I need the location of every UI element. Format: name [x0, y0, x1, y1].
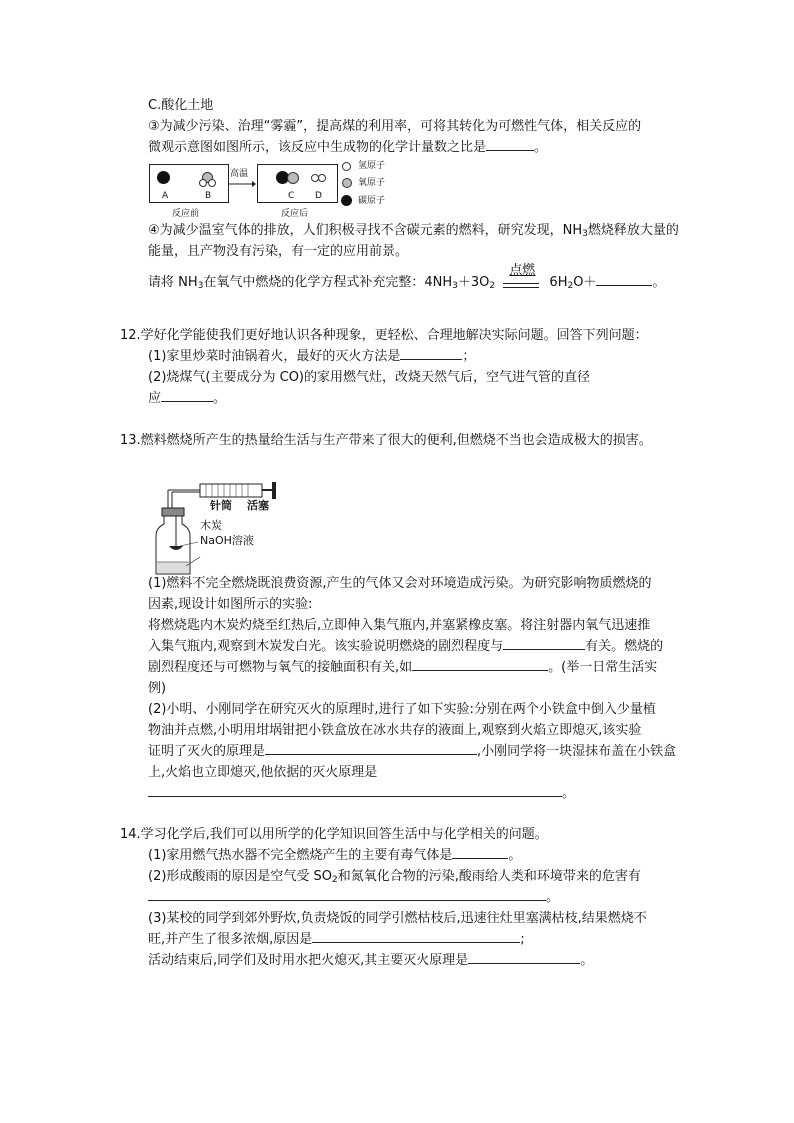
hydrogen-atom-b1 — [199, 179, 207, 187]
q13-part1-line5: 剧烈程度还与可燃物与氧气的接触面积有关,如 。(举一日常生活实 — [148, 660, 658, 675]
legend-oxygen: 氧原子 — [358, 178, 386, 188]
q14-part3-line1: (3)某校的同学到郊外野炊,负责烧饭的同学引燃枯枝后,迅速往灶里塞满枯枝,结果燃烧不 — [148, 911, 647, 926]
reaction-condition: 点燃 — [499, 273, 545, 293]
q13-part1-line1: (1)燃料不完全燃烧既浪费资源,产生的气体又会对环境造成污染。为研究影响物质燃烧的 — [148, 576, 652, 591]
answer-blank[interactable] — [148, 888, 546, 901]
answer-blank[interactable] — [400, 347, 462, 360]
oxygen-legend-icon — [342, 178, 352, 188]
q11-option-c: C.酸化土地 — [148, 98, 214, 113]
q11-part3-line2: 微观示意图如图所示，该反应中生成物的化学计量数之比是 。 — [148, 140, 548, 155]
label-b: B — [205, 191, 212, 201]
label-c: C — [288, 191, 295, 201]
answer-blank[interactable] — [148, 784, 562, 797]
equation-answer-blank[interactable] — [596, 273, 652, 286]
q13-part2-line5: 。 — [148, 784, 575, 804]
condition-high-temp: 高温 — [230, 169, 249, 179]
reaction-arrow-icon — [228, 180, 256, 188]
answer-blank[interactable] — [161, 389, 213, 402]
after-box — [257, 164, 338, 203]
hydrogen-atom-b2 — [208, 179, 216, 187]
answer-blank[interactable] — [452, 846, 508, 859]
answer-blank[interactable] — [503, 637, 585, 650]
label-charcoal: 木炭 — [200, 519, 222, 532]
q12-stem: 12.学好化学能使我们更好地认识各种现象，更轻松、合理地解决实际问题。回答下列问题： — [120, 328, 648, 343]
q14-part1: (1)家用燃气热水器不完全燃烧产生的主要有毒气体是 。 — [148, 848, 522, 863]
label-naoh-solution: NaOH溶液 — [200, 534, 254, 547]
q14-stem: 14.学习化学后,我们可以用所学的化学知识回答生活中与化学相关的问题。 — [120, 827, 548, 842]
q11-equation-line: 请将 $NH_3$在氧气中燃烧的化学方程式补充完整：$4NH_3+3O_2$ 点燃 $6H_2O+$ 。 — [148, 263, 666, 291]
answer-blank[interactable] — [312, 930, 520, 943]
hydrogen-legend-icon — [342, 162, 351, 171]
carbon-atom-a — [157, 171, 170, 184]
q12-part2-line1: (2)烧煤气(主要成分为 CO)的家用燃气灶，改烧天然气后，空气进气管的直径 — [148, 370, 591, 385]
before-caption: 反应前 — [172, 209, 200, 219]
q14-part3-line3: 活动结束后,同学们及时用水把火熄灭,其主要灭火原理是 。 — [148, 953, 594, 968]
q13-stem: 13.燃料燃烧所产生的热量给生活与生产带来了很大的便利,但燃烧不当也会造成极大的损害。 — [120, 433, 652, 448]
legend-hydrogen: 氢原子 — [358, 161, 386, 171]
q13-part2-line1: (2)小明、小刚同学在研究灭火的原理时,进行了如下实验:分别在两个小铁盒中倒入少量植 — [148, 702, 656, 717]
q14-part3-line2: 旺,并产生了很多浓烟,原因是 ; — [148, 932, 525, 947]
q11-part4-line1: ④为减少温室气体的排放，人们积极寻找不含碳元素的燃料，研究发现，$NH_3$燃烧释放大量的 — [148, 223, 679, 239]
label-plunger: 活塞 — [247, 499, 269, 512]
q13-part1-line6: 例) — [148, 681, 167, 696]
q13-part2-line3: 证明了灭火的原理是 ,小刚同学将一块湿抹布盖在小铁盒 — [148, 744, 677, 759]
q13-part1-line2: 因素,现设计如图所示的实验: — [148, 597, 313, 612]
q12-part1: (1)家里炒菜时油锅着火，最好的灭火方法是 ； — [148, 349, 476, 364]
q11-part3-text: 微观示意图如图所示，该反应中生成物的化学计量数之比是 — [148, 140, 487, 155]
after-caption: 反应后 — [281, 209, 309, 219]
answer-blank[interactable] — [486, 138, 534, 151]
oxygen-atom-c — [287, 172, 299, 184]
answer-blank[interactable] — [265, 742, 477, 755]
q13-part2-line2: 物油并点燃,小明用坩埚钳把小铁盒放在冰水共存的液面上,观察到火焰立即熄灭,该实验 — [148, 723, 642, 738]
double-equals-sign — [503, 283, 539, 288]
carbon-legend-icon — [341, 195, 352, 206]
label-d: D — [315, 191, 322, 201]
label-syringe: 针筒 — [210, 499, 232, 512]
q13-part2-line4: 上,火焰也立即熄灭,他依据的灭火原理是 — [148, 765, 378, 780]
q13-part1-line3: 将燃烧匙内木炭灼烧至红热后,立即伸入集气瓶内,并塞紧橡皮塞。将注射器内氧气迅速推 — [148, 618, 651, 633]
answer-blank[interactable] — [412, 658, 548, 671]
label-a: A — [162, 191, 169, 201]
hydrogen-atom-d2 — [318, 174, 326, 182]
answer-blank[interactable] — [468, 951, 580, 964]
q12-part2-line2: 应 。 — [148, 391, 227, 406]
q11-part3-line1: ③为减少污染、治理“雾霾”，提高煤的利用率，可将其转化为可燃性气体，相关反应的 — [148, 119, 642, 134]
q11-part4-line2: 能量，且产物没有污染，有一定的应用前景。 — [148, 244, 409, 259]
q13-part1-line4: 入集气瓶内,观察到木炭发白光。该实验说明燃烧的剧烈程度与 有关。燃烧的 — [148, 639, 664, 654]
q14-part2-line2: 。 — [148, 888, 559, 908]
q14-part2-line1: (2)形成酸雨的原因是空气受 $SO_2$和氮氧化合物的污染,酸雨给人类和环境带来的危害有 — [148, 869, 641, 885]
legend-carbon: 碳原子 — [358, 196, 386, 206]
